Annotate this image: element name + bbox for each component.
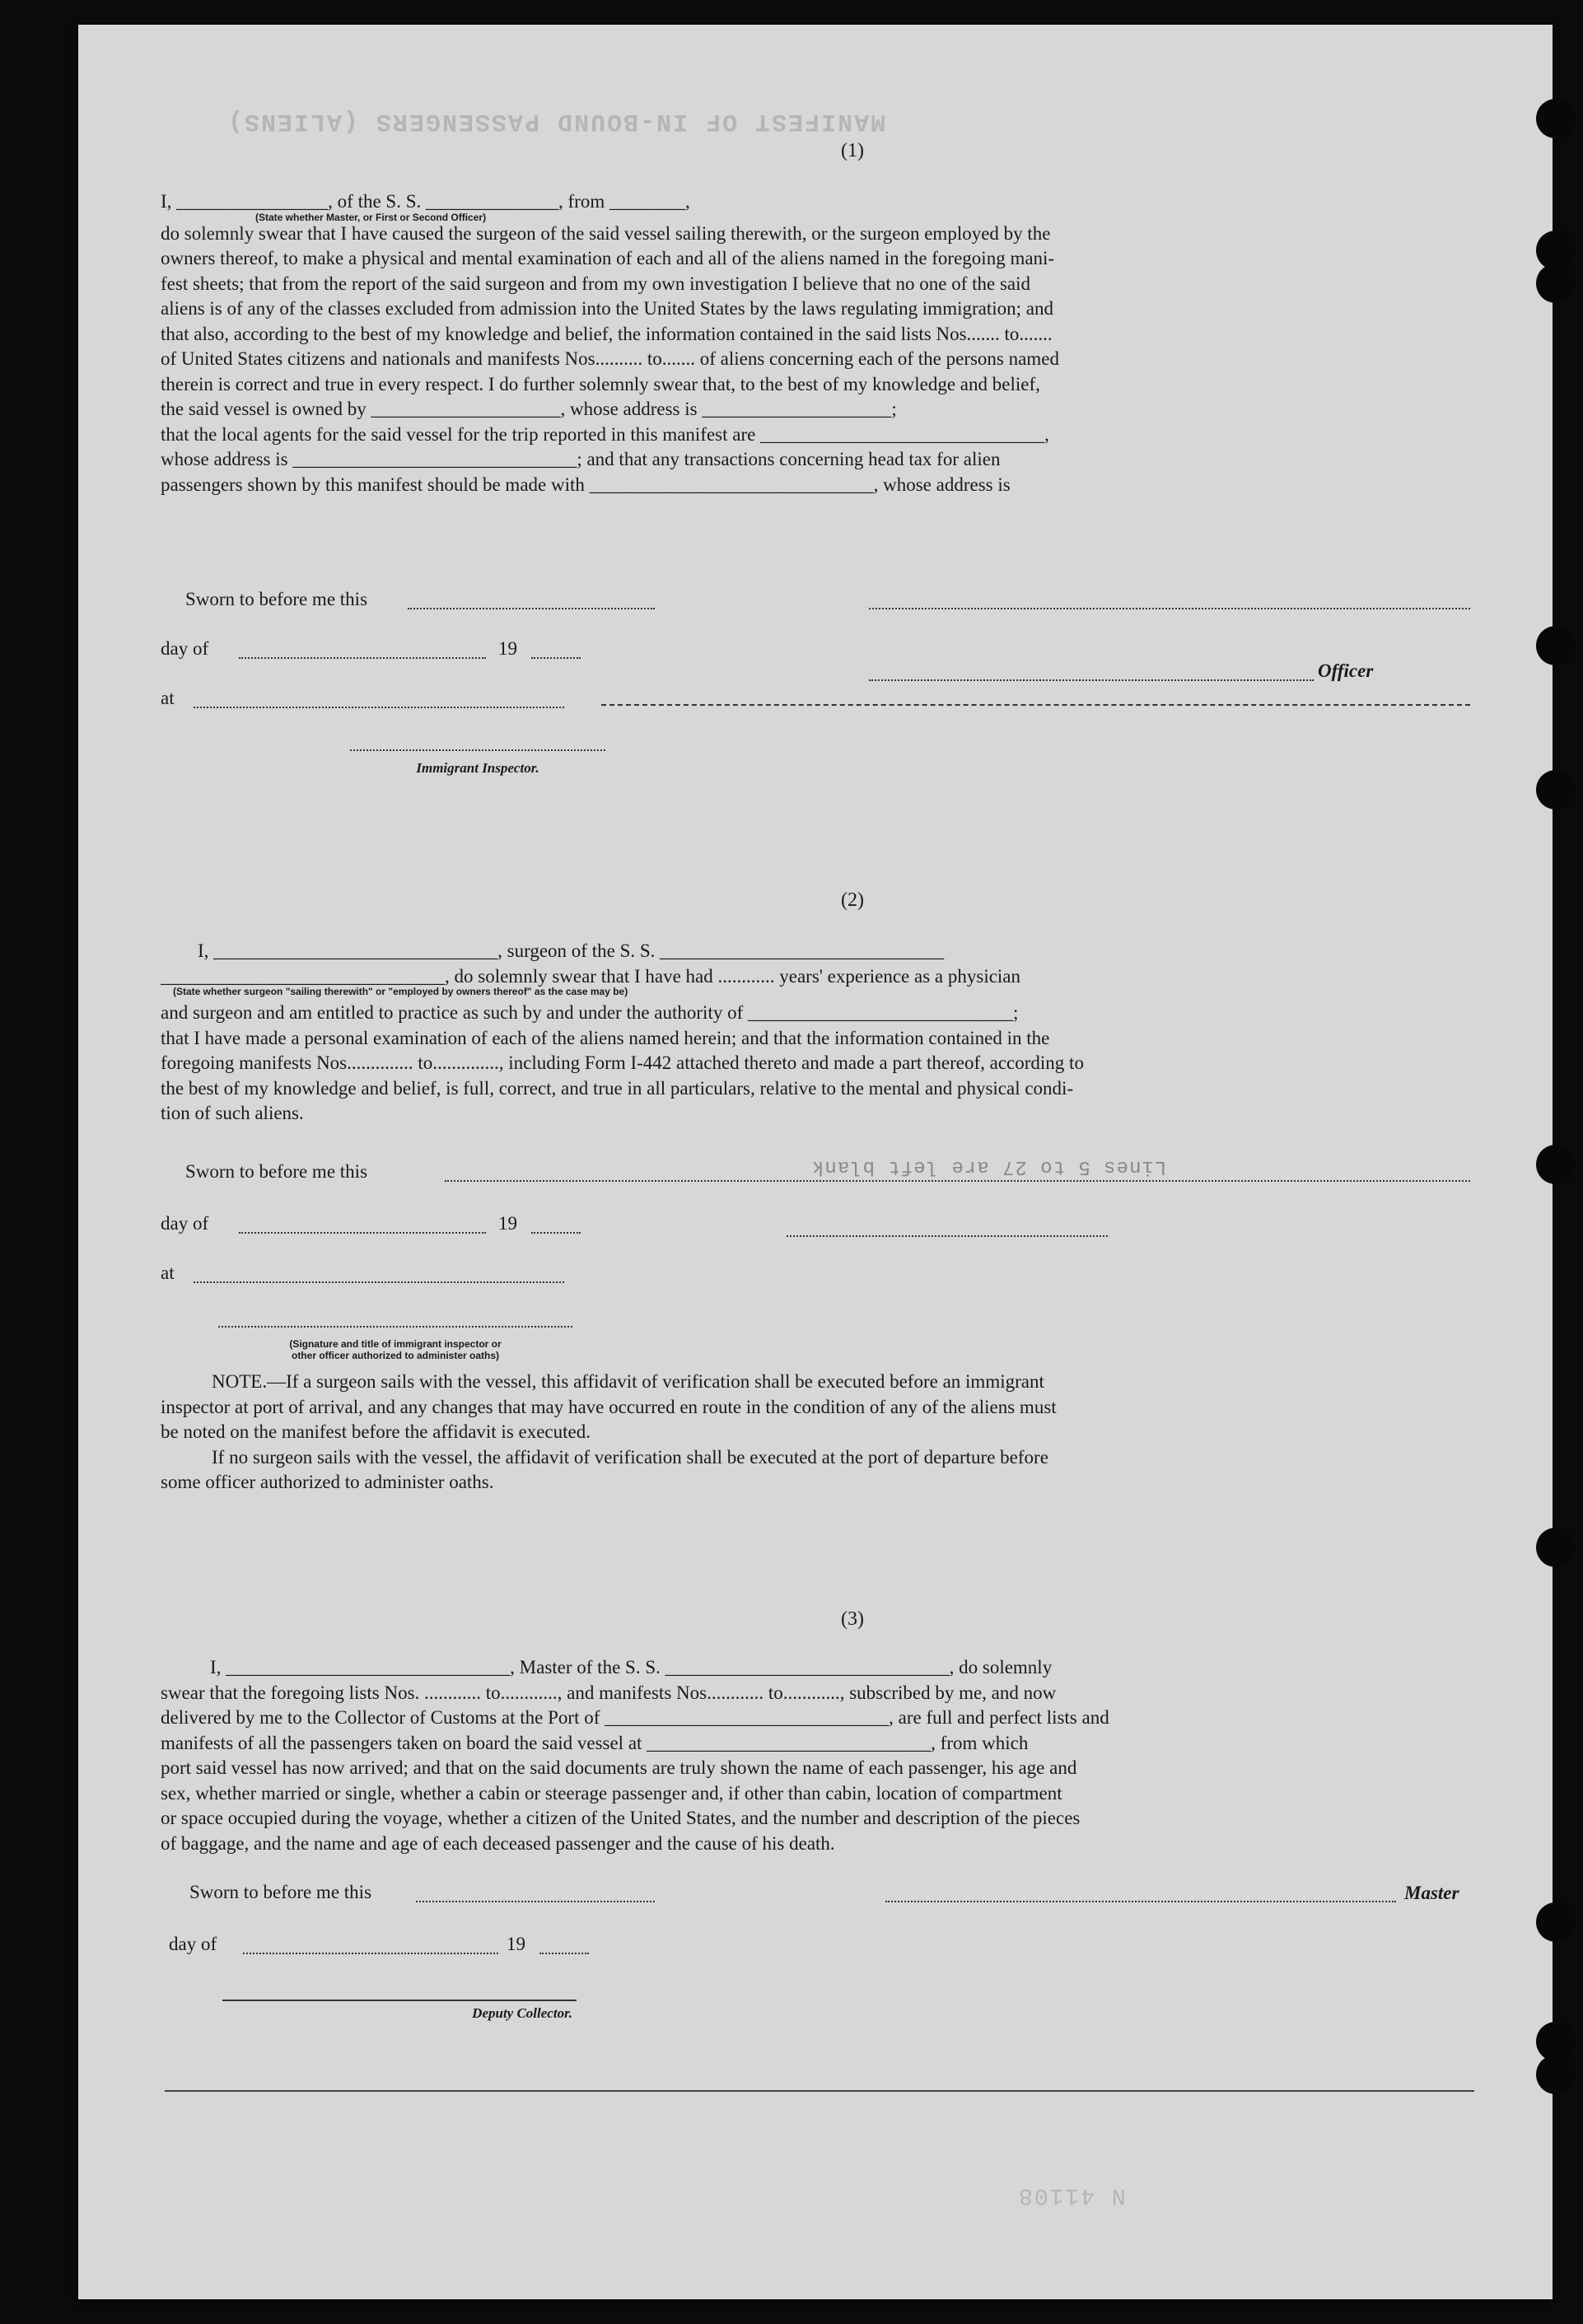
day-of-line <box>243 1953 498 1954</box>
at-label: at <box>161 1262 175 1283</box>
sworn-date-line <box>445 1180 1470 1182</box>
master-label: Master <box>1404 1883 1459 1903</box>
day-of-line <box>239 1232 486 1234</box>
master-note: (State whether Master, or First or Second Officer) <box>255 211 487 223</box>
note-line: some officer authorized to administer oaths. <box>161 1472 494 1492</box>
oath-line: of United States citizens and nationals and manifests Nos.......... to....... of aliens concerning each of the persons named <box>161 348 1059 369</box>
day-of-label: day of <box>169 1934 217 1954</box>
section-3-oath <box>161 1655 1478 1856</box>
oath-line: therein is correct and true in every respect. I do further solemnly swear that, to the best of my knowledge and belief, <box>161 373 1040 394</box>
note-line: inspector at port of arrival, and any changes that may have occurred en route in the condition of any of the aliens must <box>161 1396 1057 1417</box>
collector-caption: Deputy Collector. <box>472 2005 572 2021</box>
note-line: be noted on the manifest before the affidavit is executed. <box>161 1421 591 1442</box>
oath-line: aliens is of any of the classes excluded from admission into the United States by the laws regulating immigration; and <box>161 298 1053 319</box>
year-line <box>539 1953 589 1954</box>
oath-line: whose address is ______________________________; and that any transactions concerning head tax for alien <box>161 449 1001 469</box>
oath-line: of baggage, and the name and age of each deceased passenger and the cause of his death. <box>161 1832 835 1854</box>
section-2-number: (2) <box>841 889 864 911</box>
oath-line: do solemnly swear that I have caused the surgeon of the said vessel sailing therewith, or the surgeon employed by the <box>161 222 1051 244</box>
punch-hole <box>1536 626 1576 665</box>
year-prefix: 19 <box>498 638 517 659</box>
oath-line: that also, according to the best of my knowledge and belief, the information contained in the said lists Nos....... to....... <box>161 323 1053 344</box>
officer-label: Officer <box>1318 660 1374 681</box>
note-block <box>161 1370 1478 1496</box>
oath-line: I, ________________, of the S. S. ______________, from ________, <box>161 191 690 212</box>
oath-line: delivered by me to the Collector of Customs at the Port of ______________________________, are full and perfect lists and <box>161 1707 1109 1728</box>
inspector-sig-line <box>350 749 605 751</box>
manifest-page <box>78 25 1553 2299</box>
sworn-label: Sworn to before me this <box>185 589 368 609</box>
master-sig-line <box>885 1901 1396 1902</box>
inspector-sig-line <box>218 1326 572 1328</box>
oath-line: passengers shown by this manifest should be made with ______________________________, whose address is <box>161 474 1011 495</box>
oath-line: I, ______________________________, Master of the S. S. ______________________________, do solemnly <box>210 1657 1053 1678</box>
section-2-oath <box>161 939 1478 1127</box>
oath-line: or space occupied during the voyage, whether a citizen of the United States, and the number and description of the pieces <box>161 1808 1081 1828</box>
officer-line <box>869 679 1314 681</box>
oath-line: and surgeon and am entitled to practice as such by and under the authority of ____________________________; <box>161 1002 1019 1023</box>
oath-line: tion of such aliens. <box>161 1103 304 1123</box>
inspector-caption: Immigrant Inspector. <box>416 760 539 776</box>
sworn-date-line <box>416 1901 655 1902</box>
oath-line: the said vessel is owned by ____________________, whose address is ____________________; <box>161 399 897 419</box>
year-line <box>531 1232 581 1234</box>
year-line <box>531 657 581 659</box>
oath-line: fest sheets; that from the report of the said surgeon and from my own investigation I believe that no one of the said <box>161 273 1031 294</box>
punch-hole <box>1536 1145 1576 1184</box>
year-prefix: 19 <box>498 1213 517 1234</box>
oath-line: port said vessel has now arrived; and that on the said documents are truly shown the name of each passenger, his age and <box>161 1757 1077 1778</box>
at-line-right <box>601 704 1470 706</box>
sworn-label: Sworn to before me this <box>189 1882 372 1902</box>
punch-hole <box>1536 2055 1576 2094</box>
at-label: at <box>161 688 175 708</box>
bottom-rule <box>165 2090 1474 2092</box>
note-line: NOTE.—If a surgeon sails with the vessel, this affidavit of verification shall be executed before an immigrant <box>212 1371 1044 1392</box>
typed-note: Lines 5 to 27 are left blank <box>811 1155 1167 1178</box>
bleed-through-footer: N 41108 <box>1017 2182 1126 2208</box>
section-3-number: (3) <box>841 1608 864 1630</box>
day-of-line <box>239 657 486 659</box>
day-of-label: day of <box>161 1213 209 1234</box>
sworn-label: Sworn to before me this <box>185 1161 368 1182</box>
bleed-through-header: MANIFEST OF IN-BOUND PASSENGERS (ALIENS) <box>226 107 886 135</box>
sworn-date-line <box>408 608 655 609</box>
oath-line: foregoing manifests Nos.............. to.............., including Form I-442 attached thereto and made a part thereof, according to <box>161 1052 1084 1073</box>
surgeon-note: (State whether surgeon "sailing therewith" or "employed by owners thereof" as the case may be) <box>173 986 628 997</box>
oath-line: manifests of all the passengers taken on board the said vessel at ______________________________, from which <box>161 1732 1029 1753</box>
at-line <box>194 1281 564 1283</box>
oath-line: sex, whether married or single, whether a cabin or steerage passenger and, if other than cabin, location of compartment <box>161 1782 1062 1804</box>
signature-caption-line: (Signature and title of immigrant inspector or <box>289 1338 502 1350</box>
punch-hole <box>1536 1528 1576 1567</box>
oath-line: I, ______________________________, surgeon of the S. S. ______________________________ <box>198 940 945 961</box>
officer-sig-line <box>869 608 1470 609</box>
oath-line: owners thereof, to make a physical and mental examination of each and all of the aliens named in the foregoing mani- <box>161 248 1055 268</box>
day-of-label: day of <box>161 638 209 659</box>
section-1-number: (1) <box>841 140 864 161</box>
oath-line: the best of my knowledge and belief, is full, correct, and true in all particulars, relative to the mental and physical condi- <box>161 1077 1074 1099</box>
punch-hole <box>1536 264 1576 303</box>
at-line <box>194 707 564 708</box>
punch-hole <box>1536 1902 1576 1942</box>
signature-caption <box>218 1338 572 1361</box>
oath-line: that I have made a personal examination of each of the aliens named herein; and that the information contained in the <box>161 1027 1050 1048</box>
section-1-oath <box>161 189 1478 497</box>
punch-hole <box>1536 770 1576 810</box>
collector-sig-line <box>222 2000 577 2001</box>
surgeon-sig-line <box>787 1235 1108 1237</box>
oath-line: swear that the foregoing lists Nos. ............ to............, and manifests Nos............ to............, subscribed by me, and now <box>161 1682 1057 1703</box>
year-prefix: 19 <box>507 1934 525 1954</box>
oath-line: ______________________________, do solemnly swear that I have had ............ years' experience as a physician <box>161 965 1021 987</box>
oath-line: that the local agents for the said vessel for the trip reported in this manifest are ______________________________, <box>161 423 1049 445</box>
signature-caption-line: other officer authorized to administer oaths) <box>291 1350 500 1361</box>
note-line: If no surgeon sails with the vessel, the affidavit of verification shall be executed at the port of departure before <box>212 1446 1048 1468</box>
punch-hole <box>1536 99 1576 138</box>
